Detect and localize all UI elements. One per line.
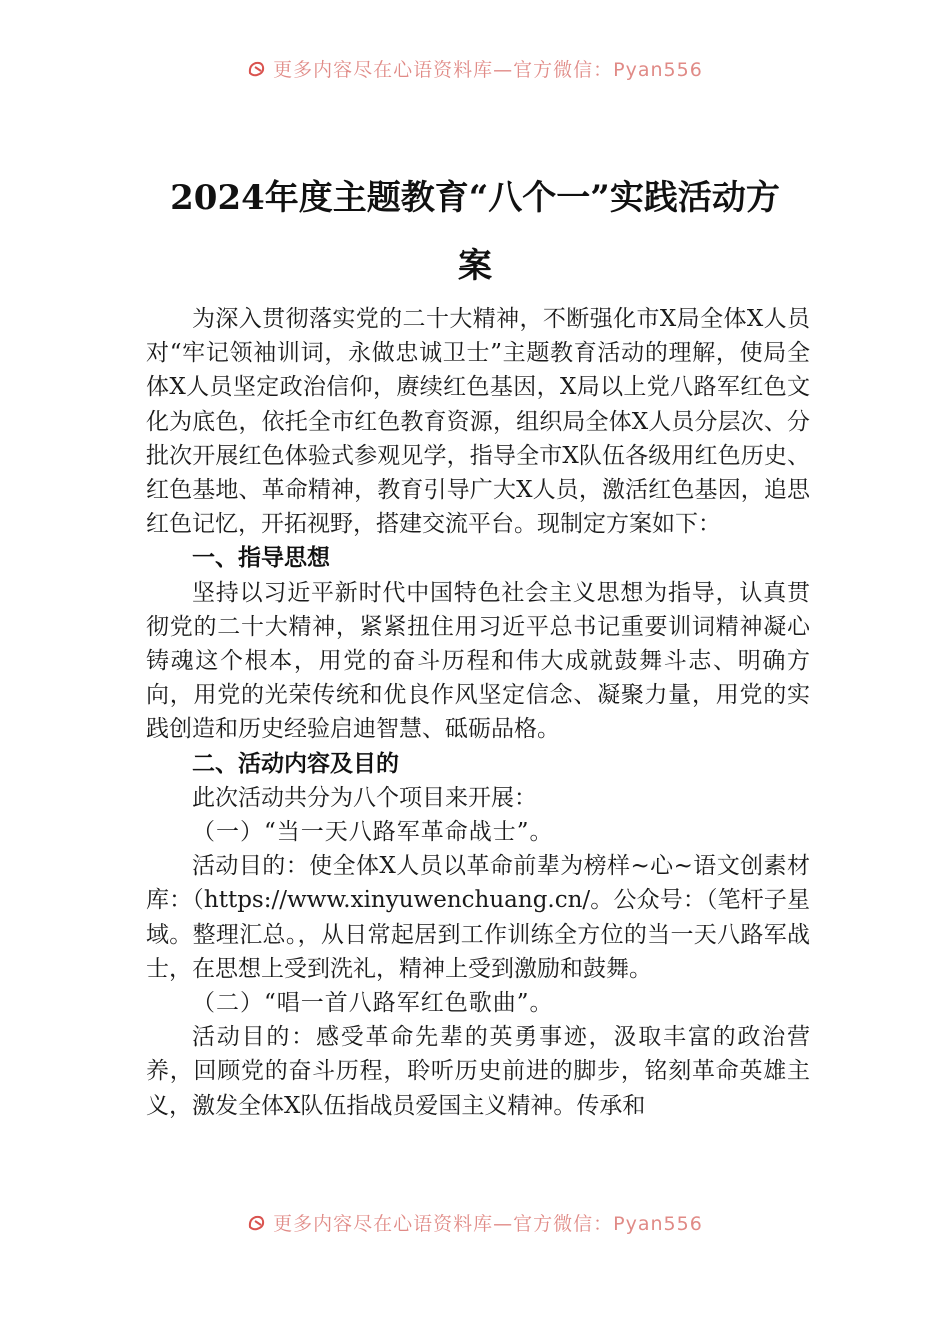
- document-title-line-1: 2024年度主题教育“八个一”实践活动方: [170, 178, 780, 218]
- document-title-line-2: 案: [458, 246, 492, 286]
- item-2-title: （二）“唱一首八路军红色歌曲”。: [192, 990, 554, 1017]
- watermark-logo-icon: [247, 59, 267, 79]
- overview-paragraph: 此次活动共分为八个项目来开展：: [192, 784, 537, 811]
- section-heading-content: 二、活动内容及目的: [192, 750, 399, 777]
- item-2-body: 活动目的：感受革命先辈的英勇事迹，汲取丰富的政治营养，回顾党的奋斗历程，聆听历史前进的脚步，铭刻革命英雄主义，激发全体X队伍指战员爱国主义精神。传承和: [146, 1024, 810, 1119]
- watermark-bottom: [0, 1212, 950, 1236]
- watermark-text: 更多内容尽在心语资料库—官方微信：Pyan556: [273, 59, 703, 81]
- guiding-paragraph: 坚持以习近平新时代中国特色社会主义思想为指导，认真贯彻党的二十大精神，紧紧扭住用习近平总书记重要训词精神凝心铸魂这个根本，用党的奋斗历程和伟大成就鼓舞斗志、明确方向，用党的光荣传统和优良作风坚定信念、凝聚力量，用党的实践创造和历史经验启迪智慧、砥砺品格。: [146, 579, 810, 743]
- intro-paragraph: 为深入贯彻落实党的二十大精神，不断强化市X局全体X人员对“牢记领袖训词，永做忠诚卫士”主题教育活动的理解，使局全体X人员坚定政治信仰，赓续红色基因，X局以上党八路军红色文化为底色，依托全市红色教育资源，组织局全体X人员分层次、分批次开展红色体验式参观见学，指导全市X队伍各级用红色历史、红色基地、革命精神，教育引导广大X人员，激活红色基因，追思红色记忆，开拓视野，搭建交流平台。现制定方案如下：: [146, 306, 810, 538]
- section-heading-guiding: 一、指导思想: [192, 545, 330, 572]
- item-1-body: 活动目的：使全体X人员以革命前辈为榜样~心~语文创素材库：（https://www.xinyuwenchuang.cn/。公众号：（笔杆子星域。整理汇总。，从日常起居到工作训练全方位的当一天八路军战士，在思想上受到洗礼，精神上受到激励和鼓舞。: [146, 853, 810, 982]
- watermark-top: [0, 58, 950, 82]
- document-body: [146, 302, 810, 1123]
- watermark-text: 更多内容尽在心语资料库—官方微信：Pyan556: [273, 1213, 703, 1235]
- watermark-logo-icon: [247, 1213, 267, 1233]
- item-1-title: （一）“当一天八路军革命战士”。: [192, 819, 554, 846]
